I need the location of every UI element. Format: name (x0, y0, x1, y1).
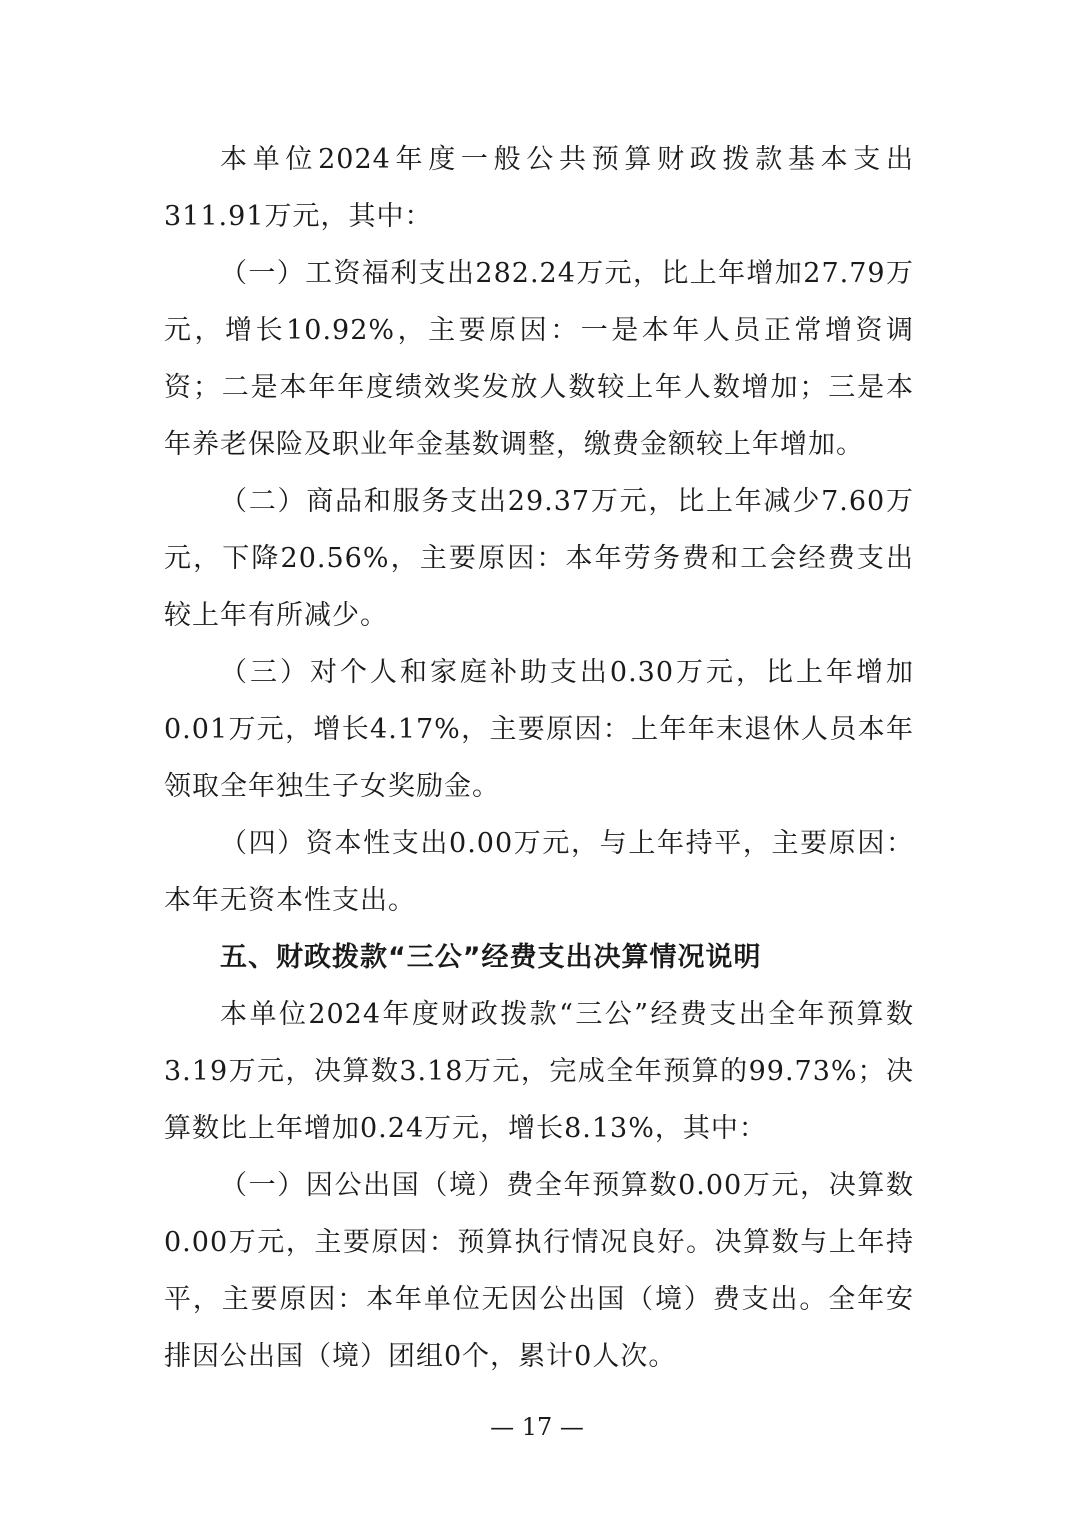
paragraph-overseas-travel: （一）因公出国（境）费全年预算数0.00万元，决算数0.00万元，主要原因：预算执行情况良好。决算数与上年持平，主要原因：本年单位无因公出国（境）费支出。全年安排因公出国（境）团组0个，累计0人次。 (164, 1170, 914, 1372)
paragraph-salary-welfare: （一）工资福利支出282.24万元，比上年增加27.79万元，增长10.92%，主要原因：一是本年人员正常增资调资；二是本年年度绩效奖发放人数较上年人数增加；三是本年养老保险及职业年金基数调整，缴费金额较上年增加。 (164, 258, 914, 460)
paragraph-capital-expenditure: （四）资本性支出0.00万元，与上年持平，主要原因：本年无资本性支出。 (164, 828, 914, 916)
document-body (164, 131, 914, 1385)
paragraph-basic-expenditure-intro: 本单位2024年度一般公共预算财政拨款基本支出311.91万元，其中： (164, 144, 914, 232)
page-number: — 17 — (490, 1413, 584, 1441)
section-heading-three-public: 五、财政拨款“三公”经费支出决算情况说明 (220, 942, 762, 973)
paragraph-personal-family-subsidy: （三）对个人和家庭补助支出0.30万元，比上年增加0.01万元，增长4.17%，主要原因：上年年末退休人员本年领取全年独生子女奖励金。 (164, 657, 914, 802)
paragraph-three-public-summary: 本单位2024年度财政拨款“三公”经费支出全年预算数3.19万元，决算数3.18万元，完成全年预算的99.73%；决算数比上年增加0.24万元，增长8.13%，其中： (164, 999, 914, 1144)
paragraph-goods-services: （二）商品和服务支出29.37万元，比上年减少7.60万元，下降20.56%，主要原因：本年劳务费和工会经费支出较上年有所减少。 (164, 486, 914, 631)
